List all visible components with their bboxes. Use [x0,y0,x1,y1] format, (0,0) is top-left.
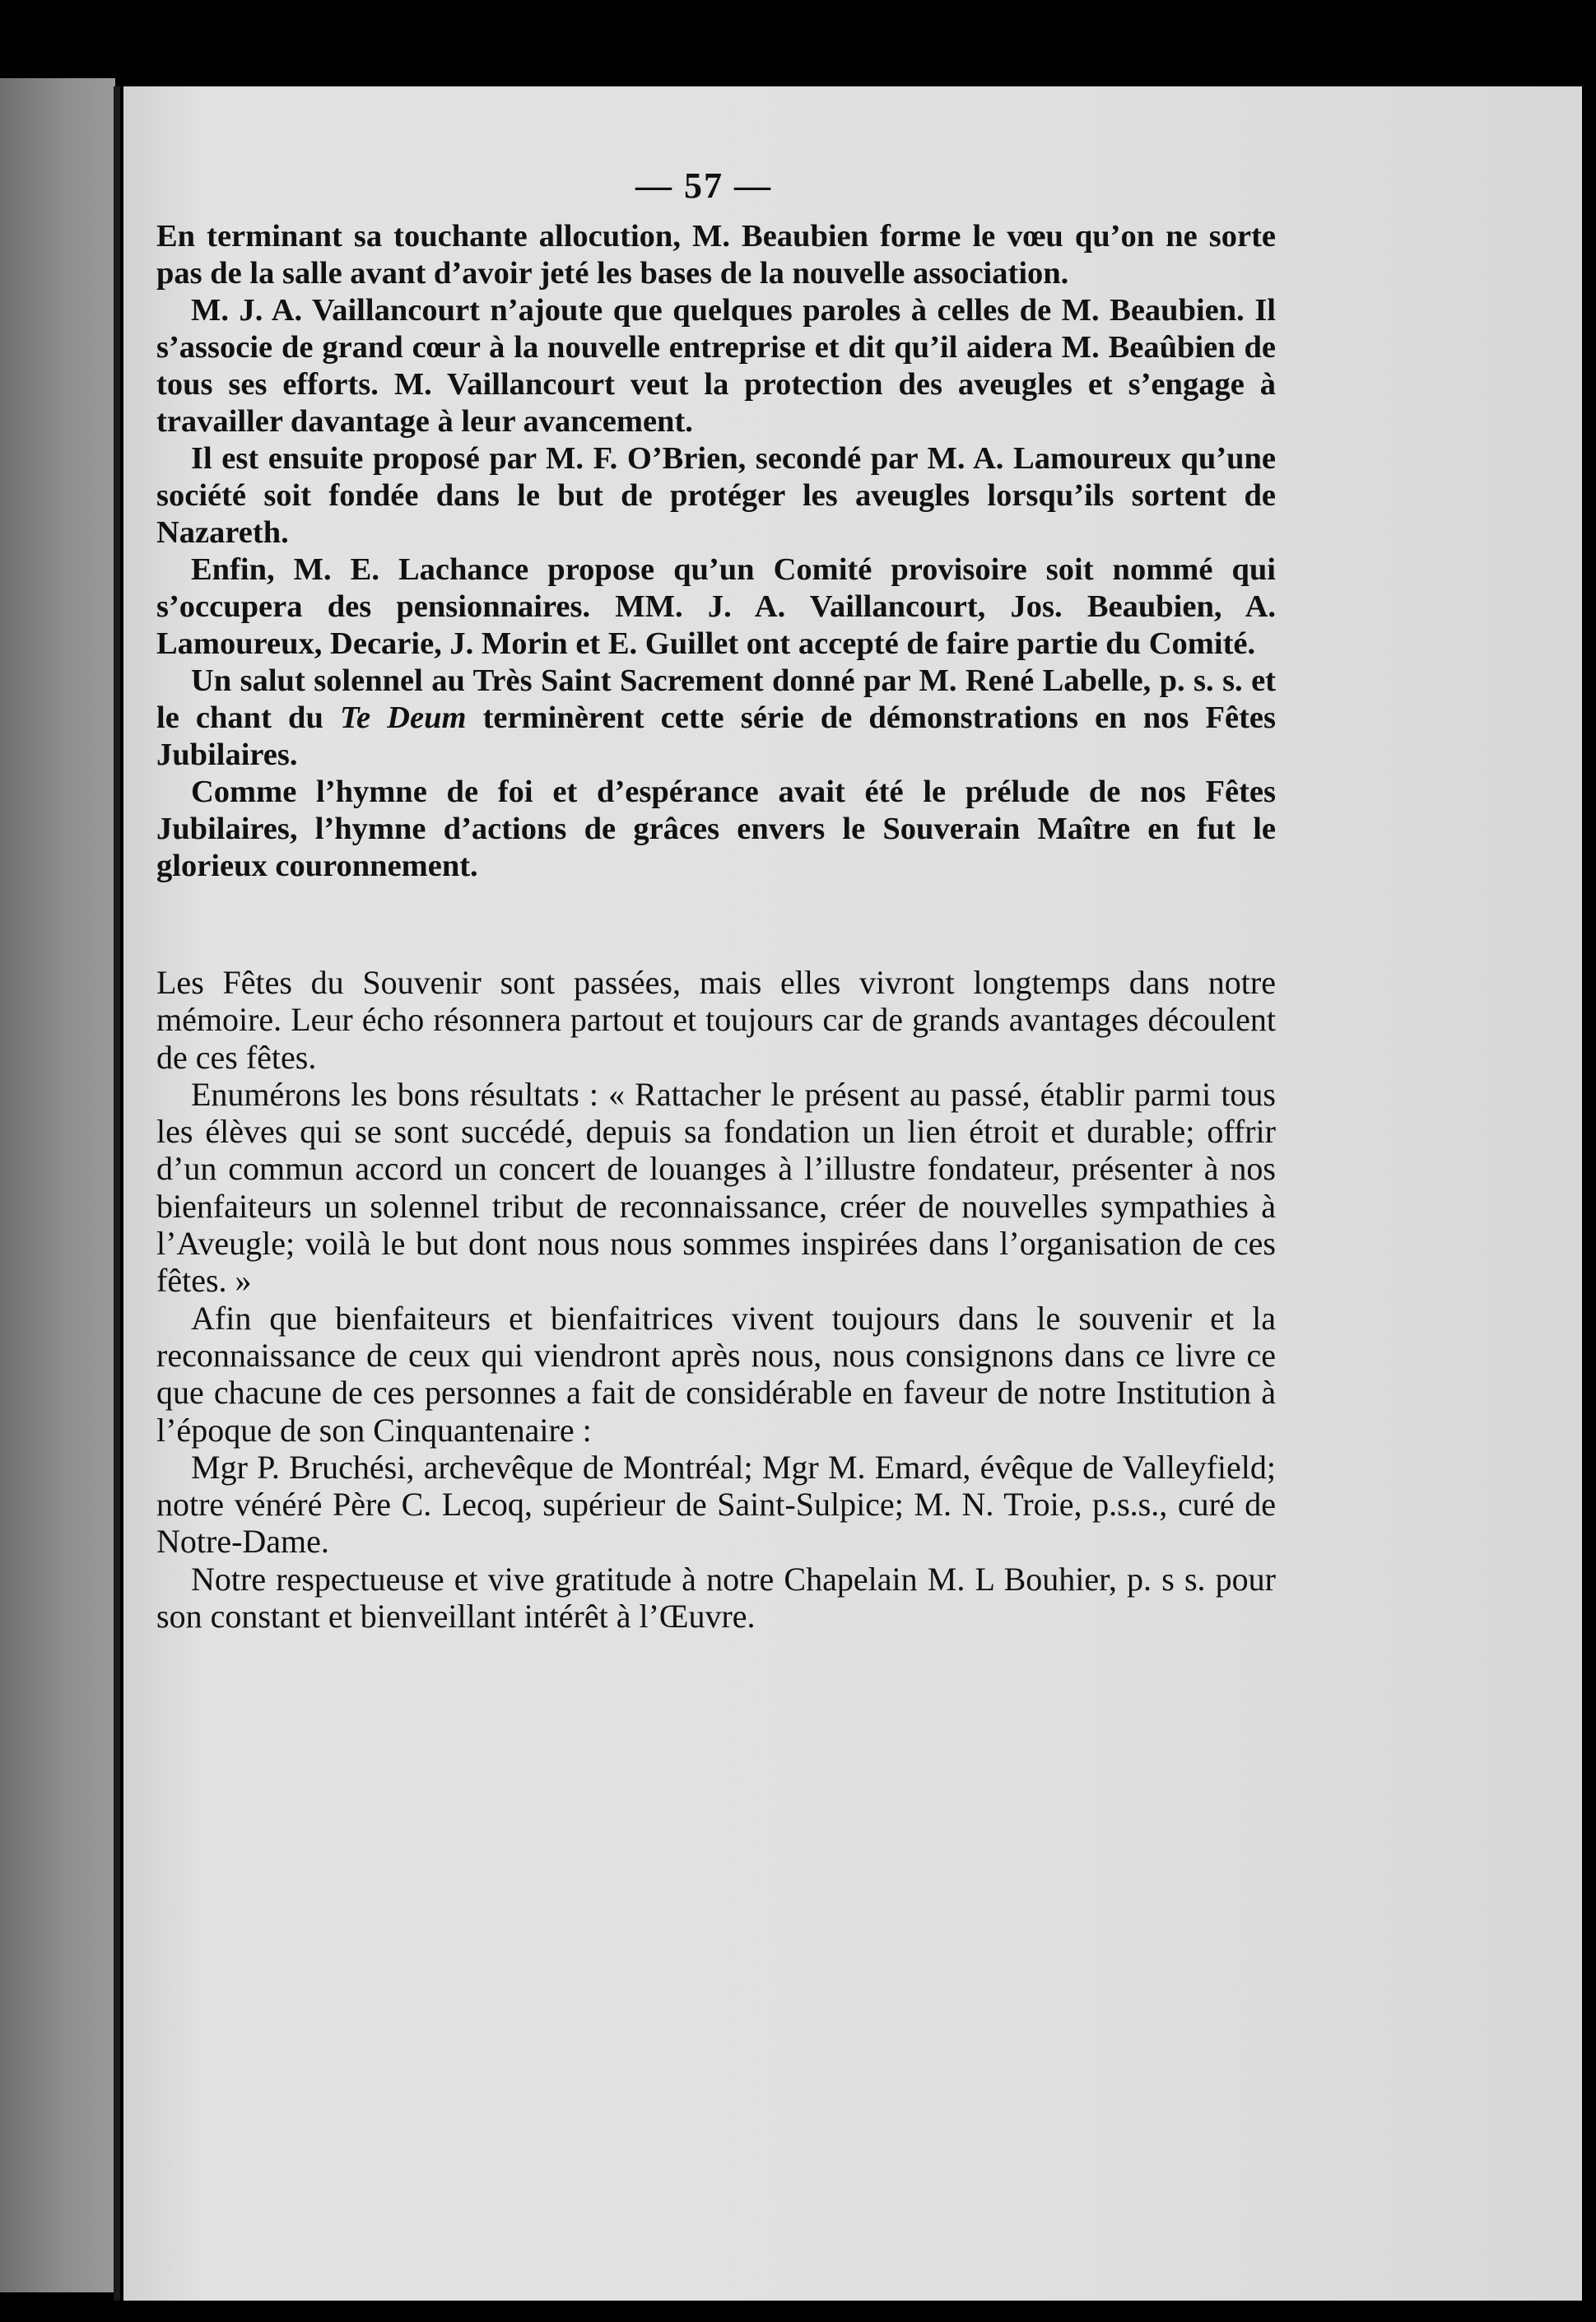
previous-page-strip [0,78,115,2292]
te-deum-title: Te Deum [339,700,467,735]
paragraph-bons-resultats: Enumérons les bons résultats : « Rattacher le présent au passé, établir parmi tous les élèves qui se sont succédé, depuis sa fondation un lien étroit et durable; offrir d’un commun accord un concert de louanges à l’illustre fondateur, présenter à nos bienfaiteurs un solennel tribut de reconnaissance, créer de nouvelles sympathies à l’Aveugle; voilà le but dont nous nous sommes inspirées dans l’organisation de ces fêtes. » [156,1075,1276,1300]
paragraph-clerge: Mgr P. Bruchési, archevêque de Montréal; Mgr M. Emard, évêque de Valleyfield; notre vénéré Père C. Lecoq, supérieur de Saint-Sulpice; M. N. Troie, p.s.s., curé de Notre-Dame. [156,1448,1276,1561]
page-number: — 57 — [635,165,772,206]
paragraph-salut-solennel [156,663,1276,774]
paragraph-fetes-souvenir: Les Fêtes du Souvenir sont passées, mais elles vivront longtemps dans notre mémoire. Leur écho résonnera partout et toujours car de grands avantages découlent de ces fêtes. [156,964,1276,1076]
te-deum-after: terminèrent cette série de démonstrations en nos Fêtes Jubilaires. [156,700,1276,772]
paragraph-hymne: Comme l’hymne de foi et d’espérance avait été le prélude de nos Fêtes Jubilaires, l’hymne d’actions de grâces envers le Souverain Maître en fut le glorieux couronnement. [156,775,1276,883]
page-text [156,165,1276,1635]
paragraph-chapelain: Notre respectueuse et vive gratitude à notre Chapelain M. L Bouhier, p. s s. pour son constant et bienveillant intérêt à l’Œuvre. [156,1560,1276,1636]
te-deum-before: Un salut solennel au Très Saint Sacrement donné par M. René Labelle, p. s. s. et le chant du [156,663,1276,735]
paragraph-allocution: En terminant sa touchante allocution, M. Beaubien forme le vœu qu’on ne sorte pas de la salle avant d’avoir jeté les bases de la nouvelle association. [156,219,1276,291]
page-edge [114,86,120,2301]
paragraph-obrien-proposal: Il est ensuite proposé par M. F. O’Brien, secondé par M. A. Lamoureux qu’une société soit fondée dans le but de protéger les aveugles lorsqu’ils sortent de Nazareth. [156,441,1276,550]
paragraph-bienfaiteurs: Afin que bienfaiteurs et bienfaitrices vivent toujours dans le souvenir et la reconnaissance de ceux qui viendront après nous, nous consignons dans ce livre ce que chacune de ces personnes a fait de considérable en faveur de notre Institution à l’époque de son Cinquantenaire : [156,1299,1276,1449]
paragraph-vaillancourt: M. J. A. Vaillancourt n’ajoute que quelques paroles à celles de M. Beaubien. Il s’associe de grand cœur à la nouvelle entreprise et dit qu’il aidera M. Beaûbien de tous ses efforts. M. Vaillancourt veut la protection des aveugles et s’engage à travailler davantage à leur avancement. [156,293,1276,439]
section-gap [156,885,1276,964]
paragraph-comite-provisoire: Enfin, M. E. Lachance propose qu’un Comité provisoire soit nommé qui s’occupera des pensionnaires. MM. J. A. Vaillancourt, Jos. Beaubien, A. Lamoureux, Decarie, J. Morin et E. Guillet ont accepté de faire partie du Comité. [156,552,1276,661]
